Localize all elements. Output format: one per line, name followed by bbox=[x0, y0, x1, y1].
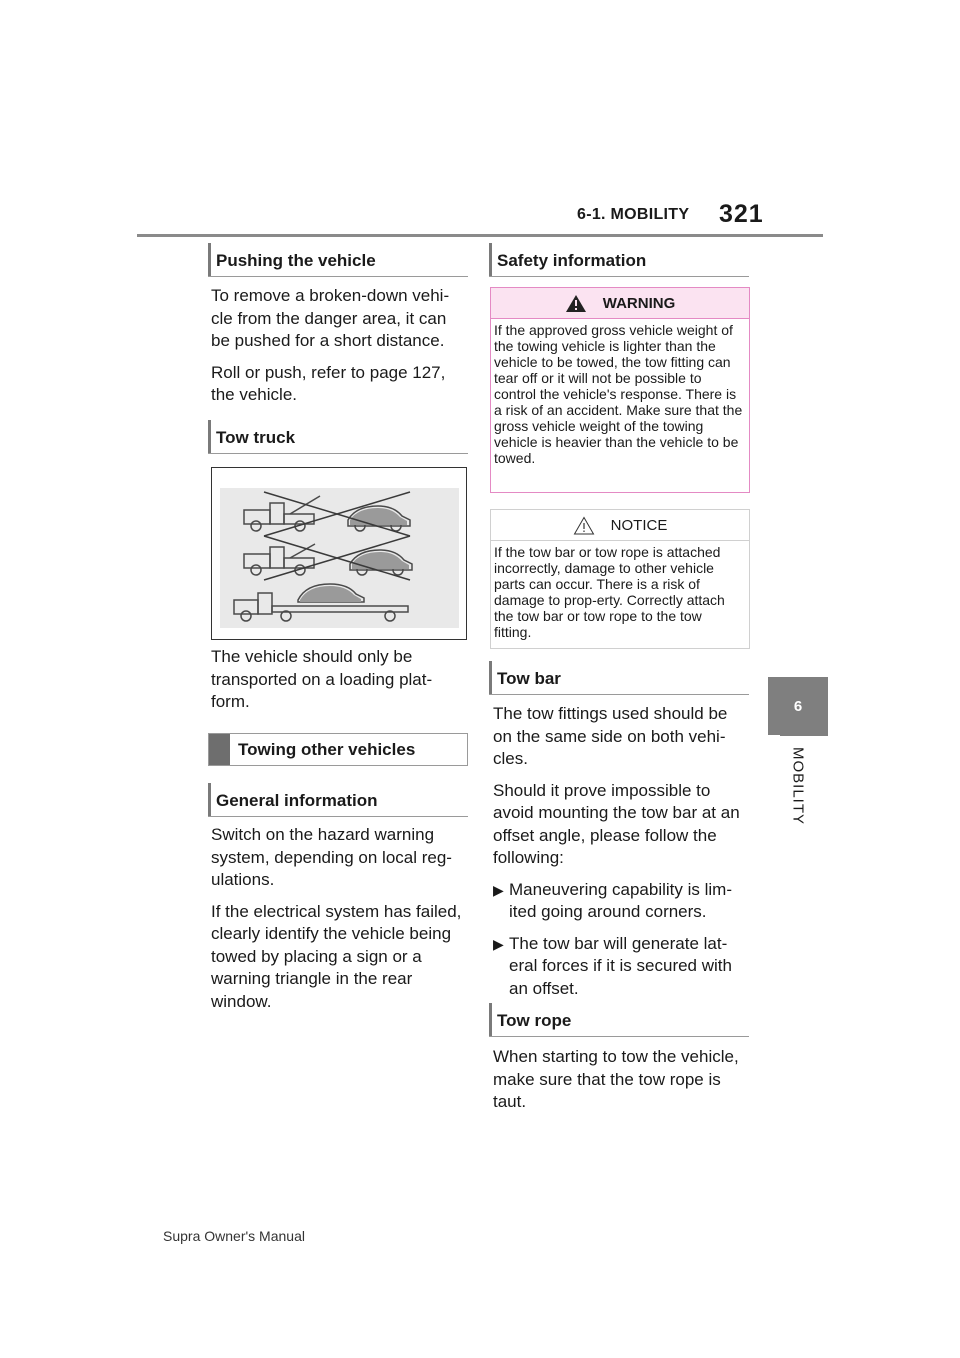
heading-pushing-the-vehicle: Pushing the vehicle bbox=[208, 243, 468, 277]
heading-tow-truck: Tow truck bbox=[208, 420, 468, 454]
tow-bar-paragraph-2: Should it prove impossible to avoid mounting the tow bar at an offset angle, please follow the following: bbox=[493, 780, 740, 867]
bullet-text: Maneuvering capability is lim-ited going around corners. bbox=[509, 879, 732, 921]
bullet-arrow-icon: ▶ bbox=[493, 935, 504, 952]
warning-title: WARNING bbox=[602, 294, 676, 312]
heading-towing-other-vehicles: Towing other vehicles bbox=[208, 733, 468, 766]
bullet-arrow-icon: ▶ bbox=[493, 881, 504, 898]
bullet-text: The tow bar will generate lat-eral forces if it is secured with an offset. bbox=[509, 933, 732, 998]
general-text bbox=[211, 824, 467, 1022]
chapter-tab bbox=[768, 677, 828, 735]
heading-tow-rope: Tow rope bbox=[489, 1003, 749, 1037]
heading-safety-information: Safety information bbox=[489, 243, 749, 277]
notice-box bbox=[490, 509, 750, 649]
tow-rope-text bbox=[493, 1046, 749, 1123]
tow-bar-paragraph-1: The tow fittings used should be on the same side on both vehi-cles. bbox=[493, 704, 728, 768]
page-number: 321 bbox=[719, 200, 764, 228]
tow-truck-paragraph: The vehicle should only be transported on a loading plat-form. bbox=[211, 647, 433, 711]
general-paragraph-2: If the electrical system has failed, clearly identify the vehicle being towed by placing a sign or a warning triangle in the rear window. bbox=[211, 901, 462, 1011]
warning-triangle-icon bbox=[565, 294, 587, 313]
warning-header bbox=[491, 288, 749, 319]
tow-rope-paragraph: When starting to tow the vehicle, make sure that the tow rope is taut. bbox=[493, 1047, 739, 1111]
list-item bbox=[493, 933, 749, 1001]
list-item bbox=[493, 879, 749, 924]
chapter-label: MOBILITY bbox=[789, 746, 807, 826]
chapter-number: 6 bbox=[793, 697, 803, 715]
tow-methods-illustration bbox=[220, 488, 459, 628]
heading-general-information: General information bbox=[208, 783, 468, 817]
pushing-paragraph-2: Roll or push, refer to page 127, the vehicle. bbox=[211, 362, 446, 404]
notice-title: NOTICE bbox=[610, 516, 668, 534]
general-paragraph-1: Switch on the hazard warning system, depending on local reg-ulations. bbox=[211, 825, 452, 889]
notice-triangle-icon bbox=[573, 516, 595, 535]
notice-header bbox=[491, 510, 749, 541]
warning-text: If the approved gross vehicle weight of the towing vehicle is lighter than the vehicle to be towed, the tow fitting can tear off or it will not be possible to control the vehicle's response. There is a risk of an accident. Make sure that the gross vehicle weight of the towing vehicle is heavier than the vehicle to be towed. bbox=[494, 322, 743, 466]
header-rule bbox=[137, 234, 823, 237]
towing-illustration bbox=[211, 467, 467, 640]
warning-box bbox=[490, 287, 750, 493]
notice-text: If the tow bar or tow rope is attached incorrectly, damage to other vehicle parts can occur. There is a risk of damage to prop-erty. Correctly attach the tow bar or tow rope to the tow fitting. bbox=[494, 544, 725, 640]
manual-title: Supra Owner's Manual bbox=[163, 1228, 305, 1244]
heading-tow-bar: Tow bar bbox=[489, 661, 749, 695]
tow-truck-text bbox=[211, 646, 467, 723]
pushing-paragraph-1: To remove a broken-down vehi-cle from the danger area, it can be pushed for a short distance. bbox=[211, 286, 450, 350]
tow-bar-text bbox=[493, 703, 749, 1000]
section-title: 6-1. MOBILITY bbox=[577, 206, 690, 223]
pushing-text bbox=[211, 285, 467, 416]
chapter-tab-rule bbox=[780, 735, 828, 736]
